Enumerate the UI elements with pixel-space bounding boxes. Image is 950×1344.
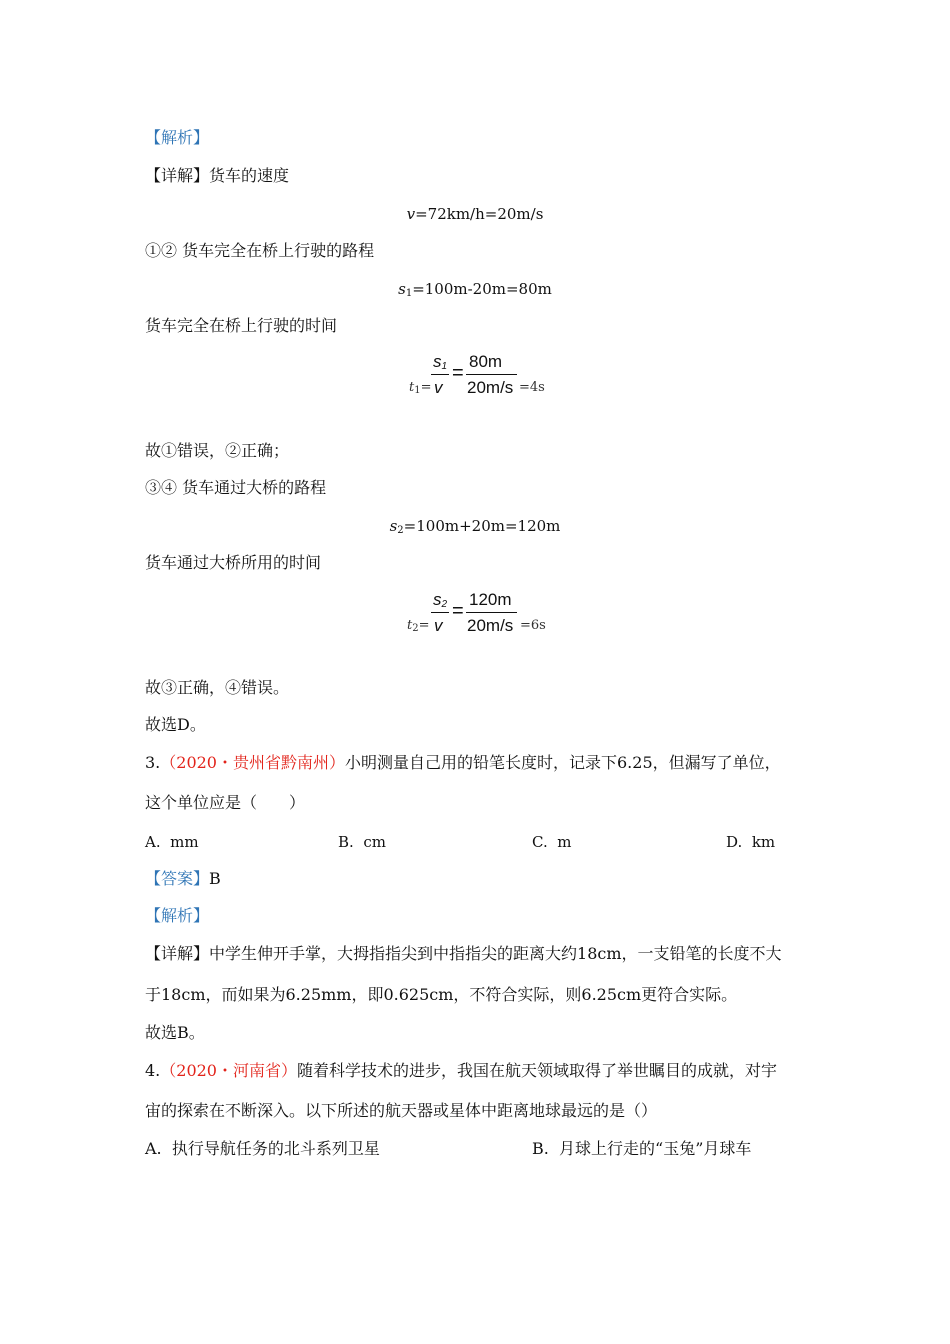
time2-label: 货车通过大桥所用的时间 (145, 553, 322, 572)
answer-value: B (209, 869, 221, 888)
question-3-line1 (145, 753, 781, 773)
var-s: s (433, 352, 442, 371)
denominator-v: v (434, 378, 443, 397)
sub-2: 2 (397, 525, 404, 536)
option-label: D. (726, 833, 743, 851)
option-b[interactable] (338, 832, 386, 852)
detail-text: 货车的速度 (209, 166, 290, 185)
numerator-s2 (433, 590, 447, 610)
time1-label: 货车完全在桥上行驶的时间 (145, 316, 338, 335)
fraction-bar (466, 612, 517, 613)
option-label: B. (338, 833, 354, 851)
equation-rest: =100m-20m=80m (412, 280, 552, 298)
eq-sign: = (452, 362, 464, 384)
conclusion-34: 故③正确，④错误。 (145, 678, 290, 697)
answer-tag: 【答案】 (145, 869, 210, 888)
fraction-bar (466, 374, 517, 375)
option-text: 月球上行走的“玉兔”月球车 (559, 1139, 752, 1158)
result: =4s (519, 380, 545, 395)
detail-line2: 于18cm，而如果为6.25mm，即0.625cm，不符合实际，则6.25cm更符合实际。 (145, 985, 738, 1004)
denominator-value: 20m/s (467, 616, 514, 635)
equation-s1 (0, 279, 950, 304)
step-12: ①② 货车完全在桥上行驶的路程 (145, 241, 375, 260)
sub-2: 2 (412, 623, 419, 634)
detail-line-speed (145, 166, 289, 186)
question-3-line2: 这个单位应是（ ） (145, 793, 306, 812)
detail-tag: 【详解】 (145, 166, 210, 185)
option-text: cm (363, 833, 386, 851)
fraction-equation-t1 (405, 350, 565, 400)
option-d[interactable] (726, 832, 775, 852)
option-text: mm (170, 833, 199, 851)
var-t: t (407, 618, 413, 633)
question-text: 随着科学技术的进步，我国在航天领域取得了举世瞩目的成就，对宇 (297, 1061, 778, 1080)
equation-s2 (0, 516, 950, 541)
question-number: 3. (145, 753, 161, 772)
lhs (407, 618, 430, 634)
numerator-value: 120m (469, 590, 512, 609)
fraction-bar (431, 612, 449, 613)
choose-b: 故选B。 (145, 1023, 205, 1042)
equation-rest: =100m+20m=120m (403, 517, 561, 535)
equation-speed (0, 204, 950, 224)
var-t: t (409, 380, 415, 395)
question-4-line2: 宙的探索在不断深入。以下所述的航天器或星体中距离地球最远的是（） (145, 1101, 658, 1120)
answer-line (145, 869, 221, 889)
var-s: s (389, 517, 398, 535)
numerator-s1 (433, 352, 447, 372)
denominator-v: v (434, 616, 443, 635)
result: =6s (520, 618, 546, 633)
eq-sign: = (418, 618, 430, 633)
option-a[interactable] (145, 1139, 380, 1159)
option-text: 执行导航任务的北斗系列卫星 (171, 1139, 380, 1158)
sub-2: 2 (441, 599, 448, 610)
detail-tag: 【详解】 (145, 944, 210, 963)
question-4-line1 (145, 1061, 777, 1081)
analysis-label: 【解析】 (145, 906, 210, 925)
step-34: ③④ 货车通过大桥的路程 (145, 478, 327, 497)
var-s: s (433, 590, 442, 609)
choose-d: 故选D。 (145, 715, 206, 734)
detail-text: 中学生伸开手掌，大拇指指尖到中指指尖的距离大约18cm，一支铅笔的长度不大 (209, 944, 782, 963)
option-a[interactable] (145, 832, 199, 852)
option-label: B. (532, 1139, 549, 1158)
sub-1: 1 (441, 361, 448, 372)
option-c[interactable] (532, 832, 572, 852)
conclusion-12: 故①错误，②正确； (145, 441, 290, 460)
eq-sign: = (420, 380, 432, 395)
question-number: 4. (145, 1061, 161, 1080)
question-text: 小明测量自己用的铅笔长度时，记录下6.25，但漏写了单位， (345, 753, 781, 772)
question-source: （2020・贵州省黔南州） (160, 753, 345, 772)
equation-rest: =72km/h=20m/s (415, 205, 544, 223)
detail-line1 (145, 944, 782, 964)
option-label: A. (145, 833, 161, 851)
option-label: A. (145, 1139, 162, 1158)
denominator-value: 20m/s (467, 378, 514, 397)
var-v: v (406, 205, 416, 223)
question-source: （2020・河南省） (160, 1061, 297, 1080)
lhs (409, 380, 432, 396)
numerator-value: 80m (469, 352, 503, 371)
fraction-bar (431, 374, 449, 375)
var-s: s (398, 280, 406, 298)
fraction-equation-t2 (405, 588, 565, 638)
sub-1: 1 (414, 385, 421, 396)
option-label: C. (532, 833, 548, 851)
option-b[interactable] (532, 1139, 751, 1159)
option-text: m (557, 833, 572, 851)
sub-1: 1 (405, 288, 413, 299)
option-text: km (751, 833, 776, 851)
eq-sign: = (452, 600, 464, 622)
analysis-label: 【解析】 (145, 128, 210, 147)
